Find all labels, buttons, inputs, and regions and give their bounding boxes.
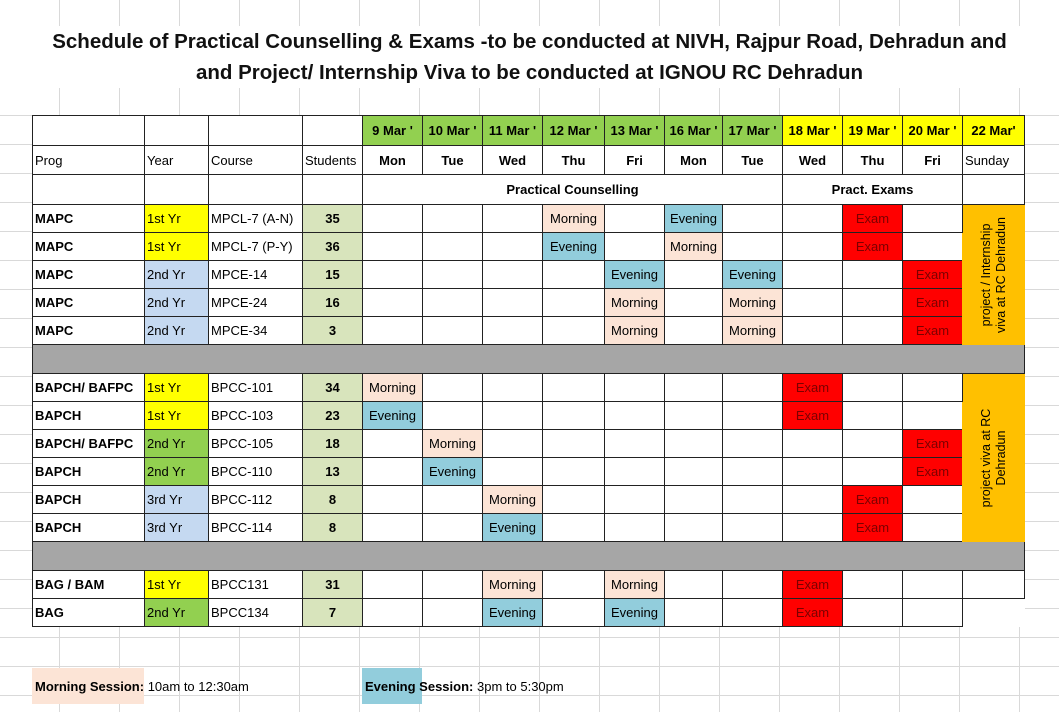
course-cell: BPCC-110 (209, 458, 303, 486)
prog-cell: BAG (33, 599, 145, 627)
table-row (33, 317, 1025, 345)
morning-session: Morning (483, 486, 543, 514)
course-cell: MPCL-7 (P-Y) (209, 233, 303, 261)
exam-slot: Exam (783, 402, 843, 430)
header-year: Year (145, 146, 209, 175)
prog-cell: BAPCH/ BAFPC (33, 374, 145, 402)
table-row (33, 430, 1025, 458)
exam-slot: Exam (843, 486, 903, 514)
morning-session: Morning (363, 374, 423, 402)
viva-note-ba (963, 374, 1025, 542)
table-row (33, 374, 1025, 402)
evening-session: Evening (723, 261, 783, 289)
day-cell: Tue (723, 146, 783, 175)
day-cell: Sunday (963, 146, 1025, 175)
exam-slot: Exam (783, 374, 843, 402)
schedule-table (32, 115, 1025, 627)
prog-cell: MAPC (33, 233, 145, 261)
evening-session: Evening (363, 402, 423, 430)
students-cell: 34 (303, 374, 363, 402)
table-row (33, 571, 1025, 599)
students-cell: 7 (303, 599, 363, 627)
evening-session: Evening (423, 458, 483, 486)
exam-slot: Exam (903, 289, 963, 317)
students-cell: 35 (303, 205, 363, 233)
date-header-row (33, 116, 1025, 146)
year-cell: 3rd Yr (145, 486, 209, 514)
day-cell: Fri (605, 146, 665, 175)
header-prog: Prog (33, 146, 145, 175)
students-cell: 31 (303, 571, 363, 599)
exam-slot: Exam (903, 430, 963, 458)
day-cell: Mon (665, 146, 723, 175)
prog-cell: BAG / BAM (33, 571, 145, 599)
morning-session: Morning (605, 571, 665, 599)
year-cell: 2nd Yr (145, 430, 209, 458)
day-cell: Wed (783, 146, 843, 175)
viva-ma-line-2: viva at RC Dehradun (993, 216, 1008, 333)
year-cell: 2nd Yr (145, 317, 209, 345)
table-row (33, 261, 1025, 289)
exam-slot: Exam (903, 317, 963, 345)
date-cell: 9 Mar ' (363, 116, 423, 146)
morning-session: Morning (423, 430, 483, 458)
date-cell: 16 Mar ' (665, 116, 723, 146)
date-cell: 13 Mar ' (605, 116, 665, 146)
date-cell: 22 Mar' (963, 116, 1025, 146)
table-row (33, 486, 1025, 514)
morning-session: Morning (723, 289, 783, 317)
section-practical-counselling: Practical Counselling (363, 175, 783, 205)
course-cell: BPCC-114 (209, 514, 303, 542)
separator-row (33, 542, 1025, 571)
year-cell: 3rd Yr (145, 514, 209, 542)
morning-session: Morning (665, 233, 723, 261)
year-cell: 2nd Yr (145, 458, 209, 486)
students-cell: 15 (303, 261, 363, 289)
table-row (33, 205, 1025, 233)
day-cell: Thu (543, 146, 605, 175)
header-students: Students (303, 146, 363, 175)
morning-session: Morning (605, 317, 665, 345)
date-cell: 20 Mar ' (903, 116, 963, 146)
course-cell: BPCC-105 (209, 430, 303, 458)
separator-row (33, 345, 1025, 374)
day-cell: Wed (483, 146, 543, 175)
viva-ba-line-1: project viva at RC (978, 408, 993, 507)
year-cell: 1st Yr (145, 402, 209, 430)
prog-cell: BAPCH (33, 458, 145, 486)
exam-slot: Exam (843, 205, 903, 233)
course-cell: BPCC-112 (209, 486, 303, 514)
course-cell: BPCC134 (209, 599, 303, 627)
table-row (33, 599, 1025, 627)
exam-slot: Exam (843, 514, 903, 542)
course-cell: MPCE-24 (209, 289, 303, 317)
title-line-1: Schedule of Practical Counselling & Exams -to be conducted at NIVH, Rajpur Road, Dehradun and (52, 30, 1007, 53)
date-cell: 18 Mar ' (783, 116, 843, 146)
morning-session: Morning (723, 317, 783, 345)
day-cell: Mon (363, 146, 423, 175)
day-cell: Thu (843, 146, 903, 175)
students-cell: 3 (303, 317, 363, 345)
year-cell: 2nd Yr (145, 599, 209, 627)
prog-cell: MAPC (33, 205, 145, 233)
legend-morning-label: Morning Session: (35, 679, 145, 694)
evening-session: Evening (483, 599, 543, 627)
morning-session: Morning (605, 289, 665, 317)
evening-session: Evening (605, 261, 665, 289)
date-cell: 19 Mar ' (843, 116, 903, 146)
evening-session: Evening (665, 205, 723, 233)
legend-morning-time: 10am to 12:30am (147, 679, 249, 694)
course-cell: MPCL-7 (A-N) (209, 205, 303, 233)
prog-cell: MAPC (33, 317, 145, 345)
prog-cell: MAPC (33, 261, 145, 289)
evening-session: Evening (543, 233, 605, 261)
table-row (33, 458, 1025, 486)
students-cell: 18 (303, 430, 363, 458)
prog-cell: BAPCH/ BAFPC (33, 430, 145, 458)
section-header-row (33, 175, 1025, 205)
legend-morning (32, 668, 252, 704)
exam-slot: Exam (903, 458, 963, 486)
evening-session: Evening (605, 599, 665, 627)
prog-cell: BAPCH (33, 514, 145, 542)
students-cell: 16 (303, 289, 363, 317)
students-cell: 36 (303, 233, 363, 261)
date-cell: 11 Mar ' (483, 116, 543, 146)
table-row (33, 289, 1025, 317)
legend-evening-time: 3pm to 5:30pm (477, 679, 564, 694)
year-cell: 1st Yr (145, 571, 209, 599)
course-cell: BPCC131 (209, 571, 303, 599)
morning-session: Morning (543, 205, 605, 233)
table-row (33, 514, 1025, 542)
prog-cell: BAPCH (33, 402, 145, 430)
prog-cell: MAPC (33, 289, 145, 317)
legend-evening (362, 668, 592, 704)
course-cell: MPCE-14 (209, 261, 303, 289)
evening-session: Evening (483, 514, 543, 542)
date-cell: 17 Mar ' (723, 116, 783, 146)
course-cell: BPCC-101 (209, 374, 303, 402)
morning-session: Morning (483, 571, 543, 599)
day-cell: Fri (903, 146, 963, 175)
table-row (33, 402, 1025, 430)
students-cell: 8 (303, 514, 363, 542)
table-row (33, 233, 1025, 261)
exam-slot: Exam (783, 571, 843, 599)
course-cell: BPCC-103 (209, 402, 303, 430)
section-pract-exams: Pract. Exams (783, 175, 963, 205)
legend-evening-label: Evening Session: (365, 679, 474, 694)
exam-slot: Exam (783, 599, 843, 627)
page-title (0, 26, 1059, 88)
year-cell: 2nd Yr (145, 289, 209, 317)
year-cell: 1st Yr (145, 233, 209, 261)
year-cell: 1st Yr (145, 205, 209, 233)
year-cell: 2nd Yr (145, 261, 209, 289)
prog-cell: BAPCH (33, 486, 145, 514)
students-cell: 8 (303, 486, 363, 514)
day-cell: Tue (423, 146, 483, 175)
title-line-2: and Project/ Internship Viva to be conducted at IGNOU RC Dehradun (195, 61, 864, 84)
viva-ba-line-2: Dehradun (993, 430, 1008, 485)
course-cell: MPCE-34 (209, 317, 303, 345)
date-cell: 10 Mar ' (423, 116, 483, 146)
students-cell: 13 (303, 458, 363, 486)
day-header-row (33, 146, 1025, 175)
date-cell: 12 Mar ' (543, 116, 605, 146)
viva-note-ma (963, 205, 1025, 345)
exam-slot: Exam (843, 233, 903, 261)
exam-slot: Exam (903, 261, 963, 289)
students-cell: 23 (303, 402, 363, 430)
viva-ma-line-1: project / Internship (978, 223, 993, 326)
header-course: Course (209, 146, 303, 175)
year-cell: 1st Yr (145, 374, 209, 402)
